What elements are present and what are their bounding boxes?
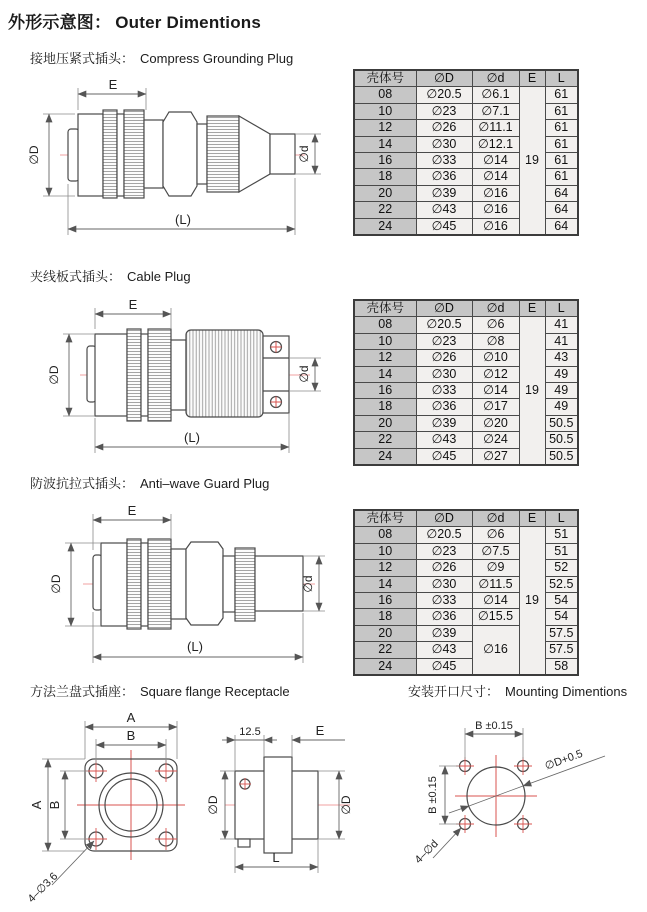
section-label-anti-wave-plug [30,473,269,492]
table-row [354,103,578,119]
table-row [354,560,578,576]
cell-shell-no: 24 [354,658,416,675]
cell-dia-d: ∅8 [472,333,519,349]
dim-label-L: (L) [175,212,191,227]
cell-dia-D: ∅33 [416,383,472,399]
section-label-en: Compress Grounding Plug [140,51,294,66]
cell-dia-D: ∅45 [416,658,472,675]
table-row [354,350,578,366]
dim-label-dia-d: ∅d [297,365,311,383]
table-row [354,153,578,169]
section-label-compress-grounding-plug [30,48,293,67]
cell-dia-d: ∅14 [472,593,519,609]
section-label-cable-plug [30,266,191,285]
section-label-zh: 安装开口尺寸： [408,684,500,699]
cell-E-merged: 19 [519,317,545,465]
dim-label-12-5: 12.5 [239,726,261,738]
cell-L: 58 [545,658,578,675]
table-row [354,218,578,235]
table-row [354,527,578,543]
cell-dia-d: ∅15.5 [472,609,519,625]
dim-label-L: L [272,850,280,865]
cell-L: 64 [545,202,578,218]
cell-dia-d: ∅6.1 [472,87,519,103]
cell-dia-d: ∅20 [472,415,519,431]
cell-shell-no: 12 [354,560,416,576]
dim-label-mount-holes: 4–∅3.6 [25,870,61,906]
spec-table-compress-grounding [353,69,579,236]
cell-L: 61 [545,153,578,169]
cell-L: 50.5 [545,448,578,465]
cell-dia-D: ∅26 [416,120,472,136]
cell-dia-D: ∅39 [416,185,472,201]
dim-label-B-tol-left: B ±0.15 [427,776,439,814]
cell-dia-D: ∅26 [416,560,472,576]
cell-shell-no: 08 [354,527,416,543]
cell-shell-no: 20 [354,625,416,641]
table-row [354,87,578,103]
dim-label-B: B [126,728,136,743]
cell-L: 41 [545,317,578,333]
cell-L: 52 [545,560,578,576]
cell-shell-no: 24 [354,218,416,235]
table-row [354,136,578,152]
cell-shell-no: 16 [354,593,416,609]
column-header: ∅d [472,70,519,87]
section-label-en: Square flange Receptacle [140,684,290,699]
table-row [354,642,578,658]
cell-dia-d: ∅14 [472,169,519,185]
section-label-zh: 夹线板式插头： [30,269,122,284]
table-row [354,609,578,625]
column-header: ∅d [472,300,519,317]
cell-L: 54 [545,593,578,609]
cell-dia-D: ∅33 [416,153,472,169]
cell-shell-no: 16 [354,153,416,169]
cell-dia-D: ∅30 [416,136,472,152]
cell-dia-d-merged: ∅16 [472,625,519,675]
cell-shell-no: 22 [354,202,416,218]
cell-L: 49 [545,399,578,415]
cell-dia-D: ∅36 [416,169,472,185]
cell-L: 61 [545,169,578,185]
section-label-zh: 防波抗拉式插头： [30,476,135,491]
cell-L: 61 [545,103,578,119]
table-row [354,317,578,333]
section-label-en: Anti–wave Guard Plug [140,476,270,491]
table-row [354,185,578,201]
cell-dia-d: ∅11.1 [472,120,519,136]
anti-wave-guard-plug-drawing [25,500,345,678]
cell-L: 50.5 [545,415,578,431]
column-header: 壳体号 [354,510,416,527]
column-header: E [519,70,545,87]
column-header: ∅D [416,300,472,317]
cell-dia-d: ∅14 [472,383,519,399]
cell-dia-D: ∅36 [416,609,472,625]
cell-dia-D: ∅20.5 [416,87,472,103]
table-row [354,202,578,218]
cell-shell-no: 10 [354,333,416,349]
cell-L: 49 [545,366,578,382]
dim-label-L: (L) [184,430,200,445]
spec-table-cable-plug [353,299,579,466]
cell-shell-no: 08 [354,87,416,103]
dim-label-e: E [108,77,118,92]
column-header: 壳体号 [354,70,416,87]
cell-L: 57.5 [545,625,578,641]
cell-dia-d: ∅7.5 [472,543,519,559]
cutout-outline [460,761,529,830]
plug-body-outline [93,539,303,629]
cell-L: 61 [545,136,578,152]
table-row [354,593,578,609]
spec-table-anti-wave [353,509,579,676]
cell-L: 64 [545,185,578,201]
table-row [354,448,578,465]
cell-shell-no: 10 [354,103,416,119]
cell-dia-D: ∅43 [416,432,472,448]
mounting-cutout-drawing [405,700,647,912]
table-row [354,576,578,592]
cell-dia-D: ∅39 [416,415,472,431]
dim-label-B-tol-top: B ±0.15 [475,720,513,732]
cell-L: 52.5 [545,576,578,592]
cell-L: 54 [545,609,578,625]
column-header: ∅D [416,70,472,87]
cell-dia-d: ∅14 [472,153,519,169]
cell-dia-d: ∅16 [472,218,519,235]
cell-dia-D: ∅33 [416,593,472,609]
table-row [354,543,578,559]
cell-shell-no: 12 [354,120,416,136]
cell-shell-no: 12 [354,350,416,366]
cell-shell-no: 10 [354,543,416,559]
cell-shell-no: 18 [354,399,416,415]
extension-lines [439,728,523,824]
cell-dia-d: ∅11.5 [472,576,519,592]
cell-dia-d: ∅12 [472,366,519,382]
cell-dia-D: ∅23 [416,103,472,119]
cable-plug-drawing [25,296,345,468]
table-row [354,366,578,382]
dim-label-e: E [128,297,138,312]
cell-dia-D: ∅43 [416,642,472,658]
cell-shell-no: 18 [354,609,416,625]
table-row [354,120,578,136]
cell-shell-no: 08 [354,317,416,333]
cell-dia-d: ∅6 [472,527,519,543]
cell-L: 61 [545,87,578,103]
cell-L: 57.5 [545,642,578,658]
cell-dia-d: ∅6 [472,317,519,333]
column-header: L [545,300,578,317]
column-header: L [545,70,578,87]
section-label-mounting-dimensions [408,681,627,700]
cell-dia-d: ∅24 [472,432,519,448]
cell-dia-D: ∅23 [416,333,472,349]
dim-label-dia-D-left: ∅D [206,795,220,815]
cell-dia-d: ∅17 [472,399,519,415]
table-row [354,658,578,675]
table-row [354,383,578,399]
cell-dia-D: ∅26 [416,350,472,366]
cell-L: 61 [545,120,578,136]
dim-label-four-holes: 4–∅d [412,837,441,867]
cell-dia-D: ∅23 [416,543,472,559]
cell-dia-d: ∅16 [472,185,519,201]
cell-dia-D: ∅43 [416,202,472,218]
column-header: E [519,300,545,317]
dim-label-B-left: B [47,800,62,810]
dim-label-dia-D-tol: ∅D+0.5 [543,747,585,773]
dim-label-e: E [127,503,137,518]
compress-grounding-plug-drawing [25,74,345,254]
cell-dia-D: ∅30 [416,366,472,382]
table-row [354,625,578,641]
dim-label-dia-D: ∅D [49,574,63,594]
cell-shell-no: 20 [354,415,416,431]
section-label-en: Mounting Dimentions [505,684,628,699]
dim-label-dia-d: ∅d [301,575,315,593]
receptacle-outline [235,757,318,853]
dim-label-dia-D: ∅D [27,145,41,165]
cell-dia-d: ∅10 [472,350,519,366]
page-title-en: Outer Dimentions [115,13,262,32]
plug-body-outline [68,110,295,198]
cell-L: 51 [545,543,578,559]
table-row [354,169,578,185]
section-label-zh: 接地压紧式插头： [30,51,135,66]
table-header-row [354,300,578,317]
dim-label-e: E [315,723,325,738]
page-title [8,8,261,33]
cell-L: 49 [545,383,578,399]
receptacle-side-drawing [206,705,382,911]
plug-body-outline [87,329,289,421]
dim-label-dia-d: ∅d [297,145,311,163]
cell-E-merged: 19 [519,527,545,675]
cell-shell-no: 14 [354,136,416,152]
dim-label-L: (L) [187,639,203,654]
table-row [354,399,578,415]
cell-dia-D: ∅45 [416,218,472,235]
cell-shell-no: 14 [354,366,416,382]
square-flange-front-drawing [22,705,214,911]
dim-label-A-left: A [29,800,44,810]
cell-L: 64 [545,218,578,235]
dim-label-A: A [126,710,136,725]
cell-shell-no: 16 [354,383,416,399]
column-header: L [545,510,578,527]
table-header-row [354,510,578,527]
cell-dia-d: ∅7.1 [472,103,519,119]
section-label-zh: 方法兰盘式插座： [30,684,135,699]
cell-L: 51 [545,527,578,543]
section-label-square-flange-receptacle [30,681,290,700]
cell-shell-no: 18 [354,169,416,185]
table-row [354,432,578,448]
cell-dia-d: ∅27 [472,448,519,465]
cell-dia-d: ∅9 [472,560,519,576]
cell-shell-no: 14 [354,576,416,592]
section-label-en: Cable Plug [127,269,191,284]
cell-dia-D: ∅20.5 [416,527,472,543]
flange-outline [85,759,177,851]
cell-L: 50.5 [545,432,578,448]
column-header: ∅d [472,510,519,527]
table-row [354,415,578,431]
cell-dia-D: ∅36 [416,399,472,415]
cell-dia-D: ∅45 [416,448,472,465]
dim-label-dia-D-right: ∅D [339,795,353,815]
cell-shell-no: 24 [354,448,416,465]
page-title-zh: 外形示意图： [8,13,112,32]
cell-dia-D: ∅20.5 [416,317,472,333]
cell-L: 41 [545,333,578,349]
table-header-row [354,70,578,87]
cell-L: 43 [545,350,578,366]
cell-dia-D: ∅30 [416,576,472,592]
cell-shell-no: 20 [354,185,416,201]
column-header: 壳体号 [354,300,416,317]
table-row [354,333,578,349]
cell-shell-no: 22 [354,642,416,658]
dim-label-dia-D: ∅D [47,365,61,385]
column-header: E [519,510,545,527]
cell-shell-no: 22 [354,432,416,448]
cell-dia-D: ∅39 [416,625,472,641]
cell-dia-d: ∅16 [472,202,519,218]
column-header: ∅D [416,510,472,527]
cell-E-merged: 19 [519,87,545,235]
cell-dia-d: ∅12.1 [472,136,519,152]
